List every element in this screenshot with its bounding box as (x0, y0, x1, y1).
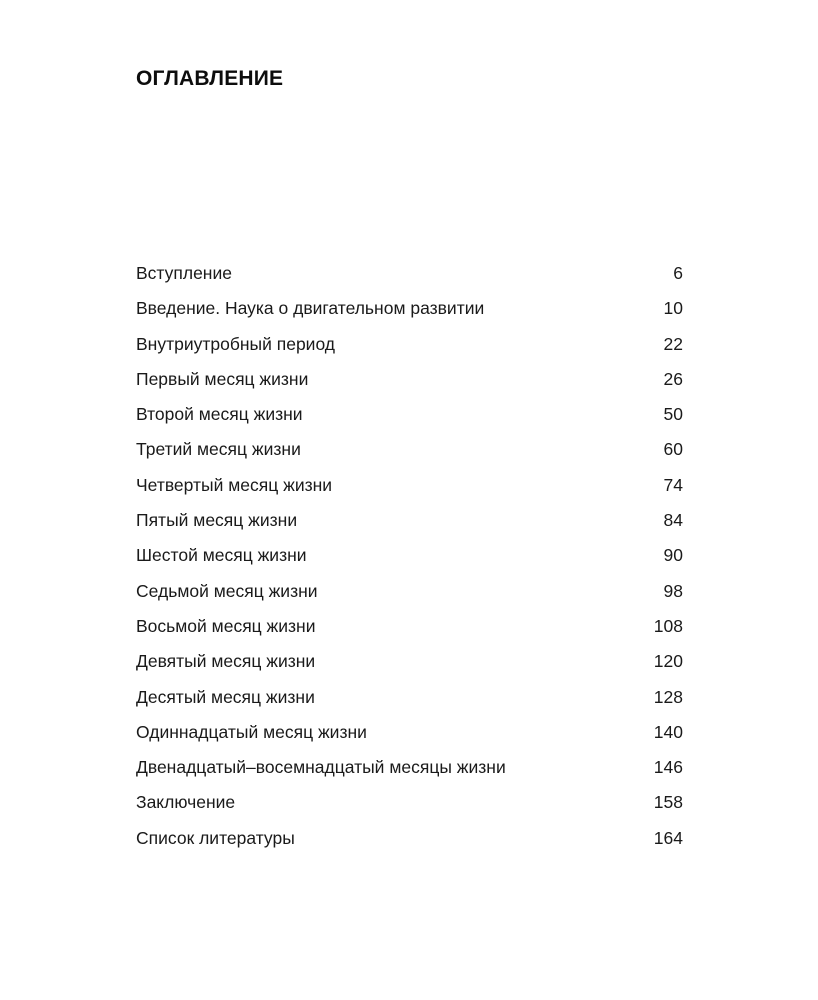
toc-entry-page: 74 (663, 474, 683, 495)
page-title: ОГЛАВЛЕНИЕ (136, 67, 284, 90)
table-of-contents (136, 259, 683, 859)
toc-entry[interactable] (136, 471, 683, 506)
toc-entry[interactable] (136, 577, 683, 612)
toc-entry[interactable] (136, 506, 683, 541)
toc-entry-label: Двенадцатый–восемнадцатый месяцы жизни (136, 757, 506, 778)
toc-entry-page: 158 (653, 792, 683, 813)
toc-entry-label: Заключение (136, 792, 236, 813)
toc-entry-page: 128 (653, 686, 683, 707)
toc-entry-page: 6 (673, 263, 683, 283)
toc-entry-label: Первый месяц жизни (136, 368, 309, 389)
toc-entry-label: Девятый месяц жизни (136, 651, 316, 672)
toc-entry-page: 84 (663, 510, 683, 531)
toc-entry-label: Третий месяц жизни (136, 439, 301, 460)
toc-entry-page: 164 (653, 827, 683, 848)
toc-entry-label: Четвертый месяц жизни (136, 474, 333, 495)
toc-entry[interactable] (136, 435, 683, 470)
toc-entry-page: 108 (653, 615, 683, 636)
toc-entry-page: 98 (663, 580, 683, 601)
toc-entry-label: Восьмой месяц жизни (136, 615, 316, 636)
toc-entry[interactable] (136, 824, 683, 859)
toc-entry[interactable] (136, 683, 683, 718)
toc-entry-label: Вступление (136, 263, 232, 283)
toc-entry-label: Введение. Наука о двигательном развитии (136, 298, 485, 319)
toc-entry-label: Седьмой месяц жизни (136, 580, 318, 601)
toc-entry-label: Список литературы (136, 827, 295, 848)
toc-entry-label: Внутриутробный период (136, 333, 336, 354)
toc-entry[interactable] (136, 788, 683, 823)
toc-entry[interactable] (136, 365, 683, 400)
toc-entry[interactable] (136, 612, 683, 647)
toc-entry[interactable] (136, 647, 683, 682)
toc-entry-page: 140 (653, 721, 683, 742)
toc-entry-label: Второй месяц жизни (136, 404, 303, 425)
toc-entry-page: 120 (653, 651, 683, 672)
toc-entry[interactable] (136, 718, 683, 753)
toc-entry-page: 60 (663, 439, 683, 460)
toc-entry-label: Шестой месяц жизни (136, 545, 307, 566)
toc-entry-label: Пятый месяц жизни (136, 510, 298, 531)
toc-entry-page: 146 (653, 757, 683, 778)
toc-entry[interactable] (136, 400, 683, 435)
toc-entry-label: Одиннадцатый месяц жизни (136, 721, 367, 742)
toc-entry[interactable] (136, 753, 683, 788)
toc-entry[interactable] (136, 541, 683, 576)
toc-entry-page: 50 (663, 404, 683, 425)
toc-entry-page: 26 (663, 368, 683, 389)
toc-entry-page: 22 (663, 333, 683, 354)
toc-entry-page: 90 (663, 545, 683, 566)
toc-entry-label: Десятый месяц жизни (136, 686, 315, 707)
toc-entry[interactable] (136, 259, 683, 294)
toc-entry[interactable] (136, 294, 683, 329)
toc-entry-page: 10 (663, 298, 683, 319)
toc-entry[interactable] (136, 330, 683, 365)
